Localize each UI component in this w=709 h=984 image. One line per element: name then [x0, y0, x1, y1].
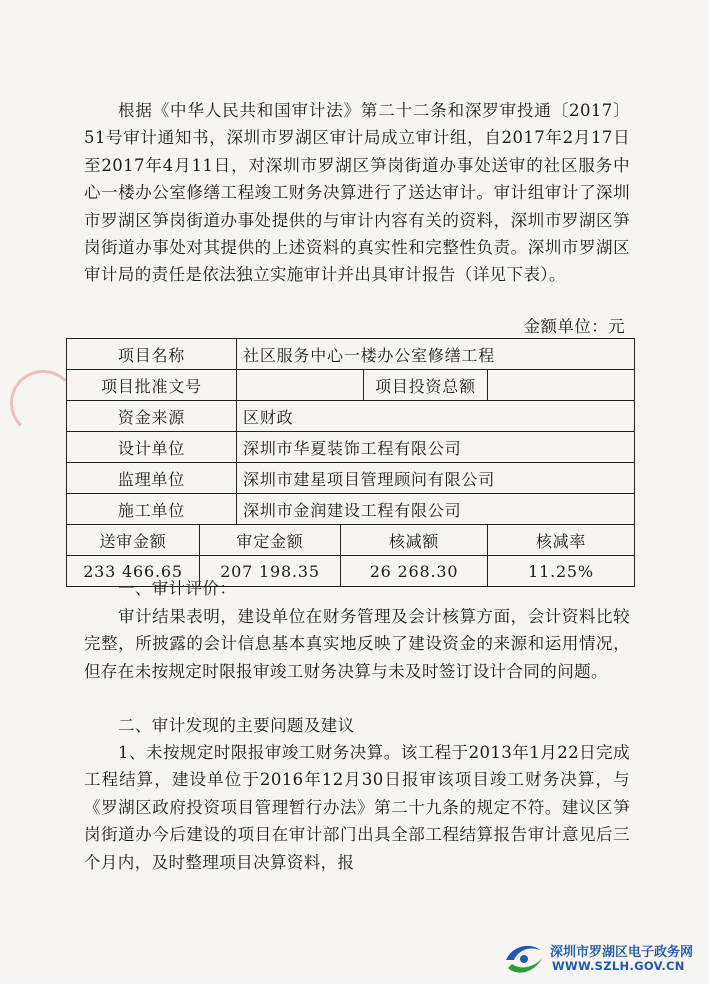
- approved-amount-value: 207 198.35: [200, 556, 341, 587]
- site-name: 深圳市罗湖区电子政务网: [550, 945, 694, 960]
- supervision-unit-value: 深圳市建星项目管理顾问有限公司: [237, 463, 635, 494]
- project-name-label: 项目名称: [67, 339, 237, 370]
- reduction-amount-header: 核减额: [341, 525, 488, 556]
- section2-item1: 1、未按规定时限报审竣工财务决算。该工程于2013年1月22日完成工程结算，建设单位于2016年12月30日报审该项目竣工财务决算，与《罗湖区政府投资项目管理暂行办法》第二十九条的规定不符。建议区笋岗街道办今后建设的项目在审计部门出具全部工程结算报告审计意见后三个月内，及时整理项目决算资料，报: [84, 743, 630, 872]
- section1-body: 审计结果表明，建设单位在财务管理及会计核算方面，会计资料比较完整，所披露的会计信息基本真实地反映了建设资金的来源和运用情况，但存在未按规定时限报审竣工财务决算与未及时签订设计合同的问题。: [84, 607, 630, 681]
- section1-title: 一、审计评价：: [118, 579, 237, 598]
- reduction-rate-value: 11.25%: [488, 556, 635, 587]
- submitted-amount-value: 233 466.65: [67, 556, 200, 587]
- table-row: [67, 339, 635, 370]
- audit-summary-table: [66, 338, 635, 587]
- swoosh-logo-icon: [502, 940, 546, 976]
- section2-title: 二、审计发现的主要问题及建议: [118, 716, 355, 735]
- table-row: [67, 401, 635, 432]
- table-row: [67, 494, 635, 525]
- design-unit-value: 深圳市华夏装饰工程有限公司: [237, 432, 635, 463]
- supervision-unit-label: 监理单位: [67, 463, 237, 494]
- table-row: [67, 432, 635, 463]
- table-row: [67, 370, 635, 401]
- site-watermark-logo: [502, 938, 702, 978]
- construction-unit-label: 施工单位: [67, 494, 237, 525]
- fund-source-value: 区财政: [237, 401, 635, 432]
- reduction-amount-value: 26 268.30: [341, 556, 488, 587]
- approved-amount-header: 审定金额: [200, 525, 341, 556]
- table-row: [67, 463, 635, 494]
- investment-value: [488, 370, 635, 401]
- amount-unit: 金额单位：元: [523, 317, 625, 336]
- construction-unit-value: 深圳市金润建设工程有限公司: [237, 494, 635, 525]
- approval-doc-label: 项目批准文号: [67, 370, 237, 401]
- site-url: WWW.SZLH.GOV.CN: [552, 959, 685, 973]
- fund-source-label: 资金来源: [67, 401, 237, 432]
- approval-doc-value: [237, 370, 364, 401]
- submitted-amount-header: 送审金额: [67, 525, 200, 556]
- intro-paragraph: 根据《中华人民共和国审计法》第二十二条和深罗审投通〔2017〕51号审计通知书，深圳市罗湖区审计局成立审计组，自2017年2月17日至2017年4月11日，对深圳市罗湖区笋岗街道办事处送审的社区服务中心一楼办公室修缮工程竣工财务决算进行了送达审计。审计组审计了深圳市罗湖区笋岗街道办事处提供的与审计内容有关的资料，深圳市罗湖区笋岗街道办事处对其提供的上述资料的真实性和完整性负责。深圳市罗湖区审计局的责任是依法独立实施审计并出具审计报告（详见下表）。: [84, 101, 630, 285]
- reduction-rate-header: 核减率: [488, 525, 635, 556]
- table-row: [67, 525, 635, 556]
- design-unit-label: 设计单位: [67, 432, 237, 463]
- project-name-value: 社区服务中心一楼办公室修缮工程: [237, 339, 635, 370]
- investment-label: 项目投资总额: [364, 370, 488, 401]
